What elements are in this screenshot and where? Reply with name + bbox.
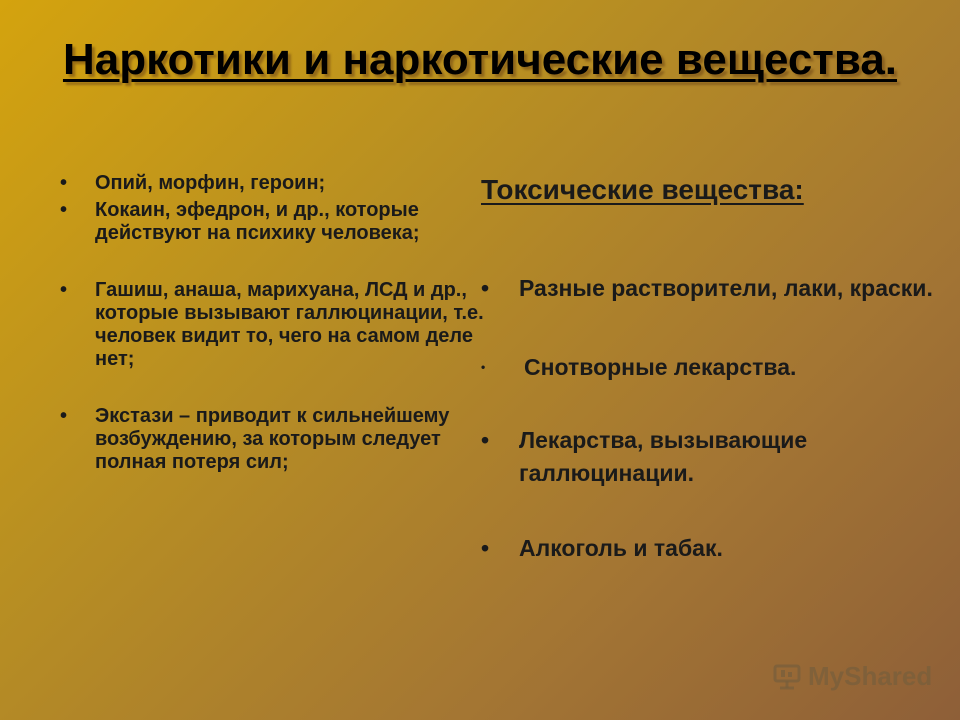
list-item: • Экстази – приводит к сильнейшему возбуждению, за которым следует полная потеря сил; xyxy=(60,405,490,474)
list-item: • Разные растворители, лаки, краски. xyxy=(481,272,941,305)
watermark-brand: MyShared xyxy=(808,660,933,691)
presentation-board-icon xyxy=(772,661,802,691)
list-item: • Алкоголь и табак. xyxy=(481,532,941,565)
slide-title: Наркотики и наркотические вещества. xyxy=(62,35,898,84)
list-item: • Кокаин, эфедрон, и др., которые действуют на психику человека; xyxy=(60,199,490,245)
toxic-substances-heading: Токсические вещества: xyxy=(481,174,804,205)
list-item: • Лекарства, вызывающие галлюцинации. xyxy=(481,424,941,490)
watermark xyxy=(772,658,932,694)
list-item: • Опий, морфин, героин; xyxy=(60,172,490,195)
toxic-substances-list xyxy=(481,272,941,565)
narcotics-list xyxy=(60,172,490,474)
list-item: • Гашиш, анаша, марихуана, ЛСД и др., которые вызывают галлюцинации, т.е. человек видит то, чего на самом деле нет; xyxy=(60,279,490,371)
list-item: • Снотворные лекарства. xyxy=(481,351,941,384)
